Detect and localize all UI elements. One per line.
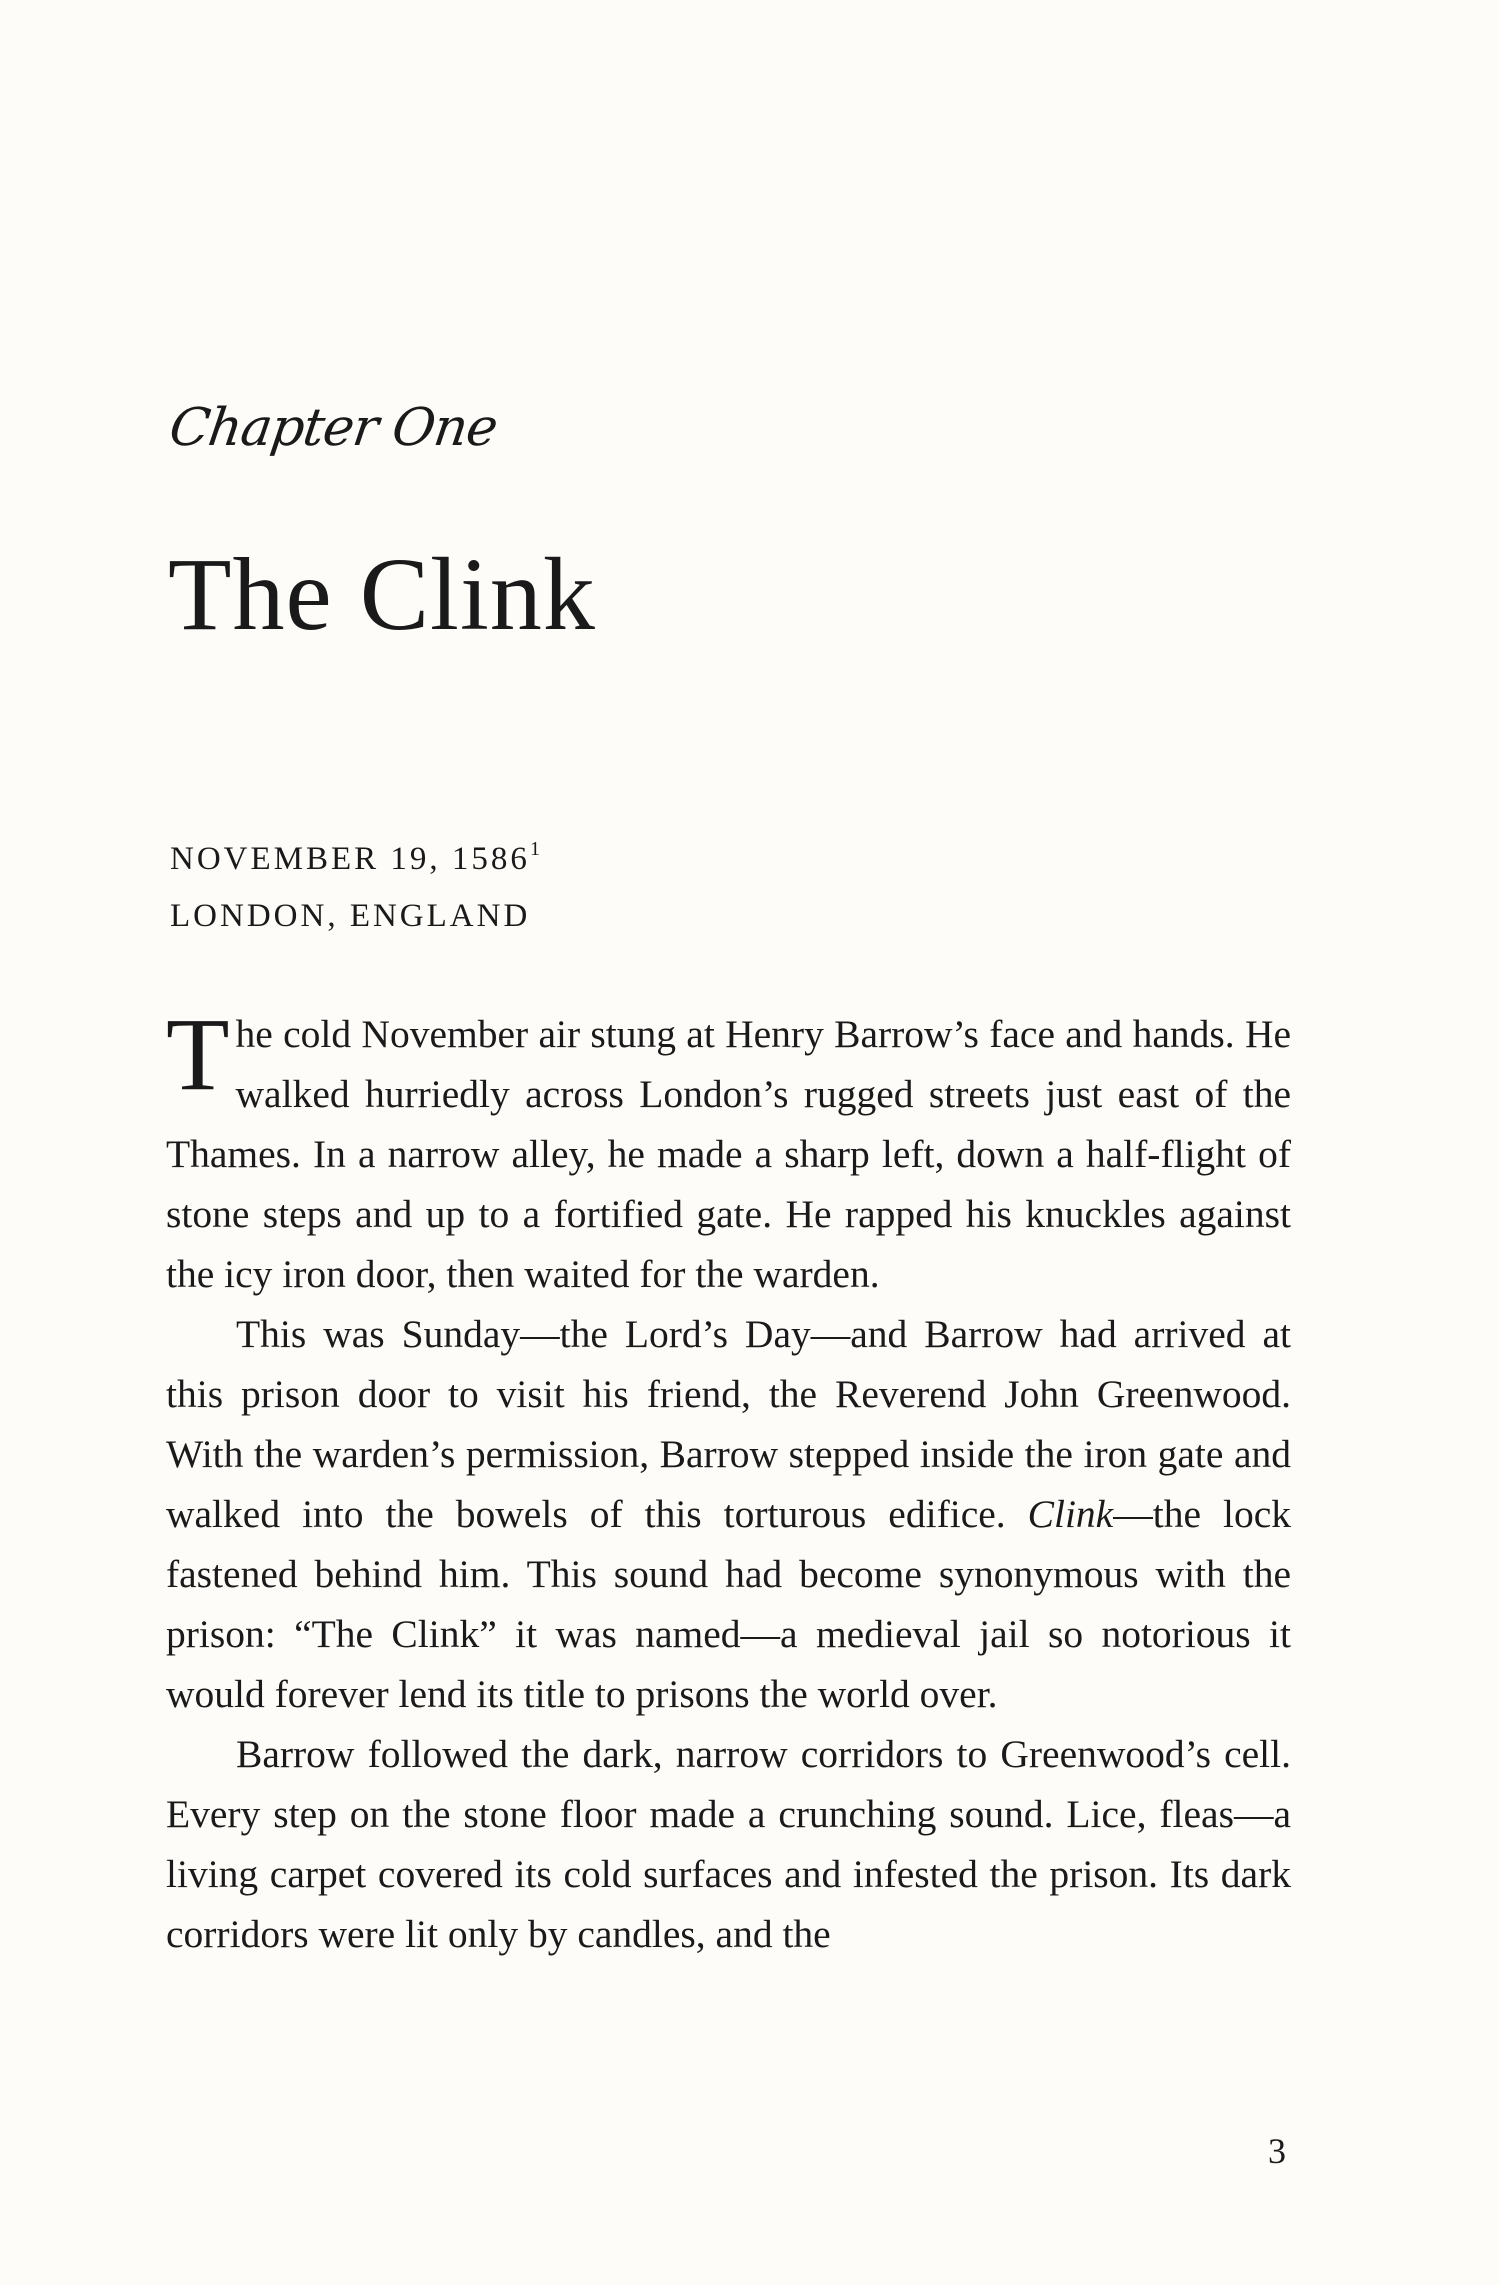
paragraph-2 xyxy=(166,1304,1291,1724)
dateline-date: NOVEMBER 19, 1586 xyxy=(170,841,530,877)
paragraph-1-text: he cold November air stung at Henry Barrow’s face and hands. He walked hurriedly across London’s rugged streets just east of the Thames. In a narrow alley, he made a sharp left, down a half-flight of stone steps and up to a fortified gate. He rapped his knuckles against the icy iron door, then waited for the warden. xyxy=(166,1012,1291,1296)
footnote-reference: 1 xyxy=(529,838,540,860)
paragraph-2-italic: Clink xyxy=(1027,1492,1114,1536)
dateline-place: LONDON, ENGLAND xyxy=(170,898,531,934)
paragraph-1 xyxy=(166,997,1291,1304)
body-text xyxy=(166,997,1291,1964)
page-number: 3 xyxy=(1268,2131,1286,2171)
dateline xyxy=(170,838,540,958)
paragraph-3-text: Barrow followed the dark, narrow corridors to Greenwood’s cell. Every step on the stone floor made a crunching sound. Lice, fleas—a living carpet covered its cold surfaces and infested the prison. Its dark corridors were lit only by candles, and the xyxy=(166,1732,1291,1956)
drop-cap: T xyxy=(166,997,230,1112)
chapter-title: The Clink xyxy=(168,537,596,652)
paragraph-2-text-after: —the lock fastened behind him. This sound had become synonymous with the prison: “The Clink” it was named—a medieval jail so notorious it would forever lend its title to prisons the world over. xyxy=(166,1492,1291,1716)
dateline-date-line xyxy=(170,838,540,898)
paragraph-3 xyxy=(166,1724,1291,1964)
chapter-label: Chapter One xyxy=(165,398,501,458)
paragraph-2-text-before: This was Sunday—the Lord’s Day—and Barrow had arrived at this prison door to visit his friend, the Reverend John Greenwood. With the warden’s permission, Barrow stepped inside the iron gate and walked into the bowels of this torturous edifice. xyxy=(166,1312,1291,1536)
